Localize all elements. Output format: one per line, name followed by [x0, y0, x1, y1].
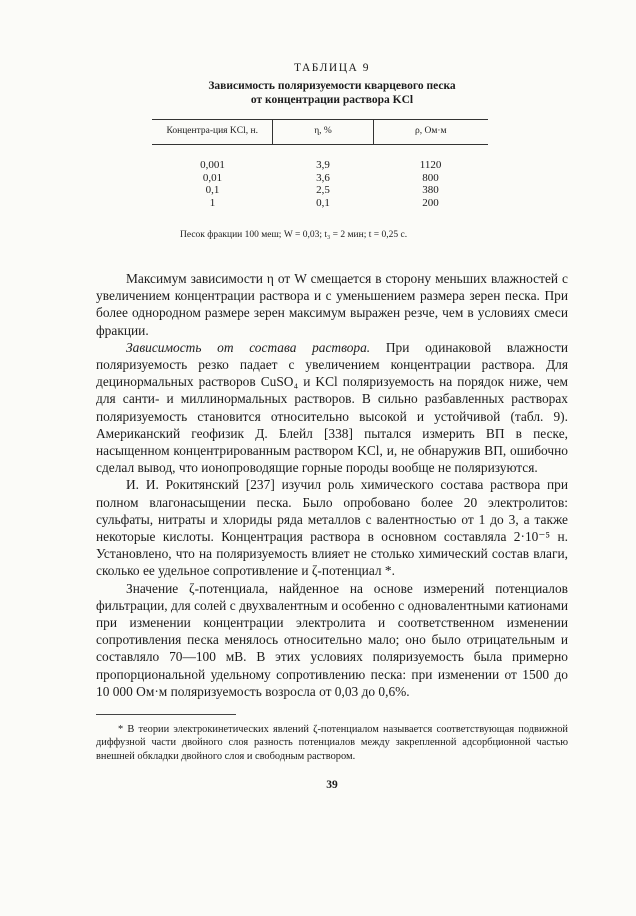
body-text [96, 270, 568, 700]
footnote-divider [96, 714, 236, 715]
cell-concentration: 0,1 [205, 184, 220, 196]
cell-resistivity: 200 [422, 196, 439, 209]
paragraph-2 [96, 339, 568, 477]
cell-resistivity: 800 [422, 171, 439, 184]
paragraph-4: Значение ζ-потенциала, найденное на основе измерений потенциалов фильтрации, для солей с двухвалентным и особенно с одновалентными катионами при изменении концентрации электролита и соответственном изменении сопротивления песка менялось относительно мало; оно было отрицательным и составляло 70—100 мВ. В этих условиях поляризуемость была примерно пропорциональной удельному сопротивлению песка: при изменении от 1500 до 10 000 Ом·м поляризуемость возросла от 0,03 до 0,6%. [96, 580, 568, 699]
table-row [152, 197, 488, 210]
cell-polarizability: 3,9 [316, 159, 330, 171]
paragraph-2-text: При одинаковой влажности поляризуемость резко падает с увеличением концентрации раствора. Для децинормальных растворов CuSO₄ и KCl поляризуемость на порядок ниже, чем для санти- и миллинормальных растворов. В сильно разбавленных растворах поляризуемость становится относительно высокой и устойчивой (табл. 9). Американский геофизик Д. Блейл [338] пытался измерить ВП в песке, насыщенном концентрированным раствором KCl, и, не обнаружив ВП, ошибочно сделал вывод, что ионопроводящие горные породы вообще не поляризуются. [96, 339, 568, 476]
cell-concentration: 0,01 [202, 171, 223, 184]
book-page [96, 62, 568, 791]
cell-polarizability: 3,6 [316, 171, 330, 184]
page-number: 39 [326, 779, 338, 792]
paragraph-1: Максимум зависимости η от W смещается в сторону меньших влажностей с увеличением концентрации раствора и с уменьшением размера зерен песка. При более однородном размере зерен максимум выражен резче, чем в условиях смеси фракции. [96, 271, 568, 338]
cell-concentration: 1 [209, 196, 216, 209]
cell-resistivity: 1120 [419, 159, 442, 171]
cell-polarizability: 0,1 [316, 196, 330, 209]
header-resistivity: ρ, Ом·м [373, 120, 488, 145]
cell-polarizability: 2,5 [316, 184, 330, 196]
table-header-row [152, 120, 488, 145]
table-caption-line-2: от концентрации раствора KCl [250, 94, 414, 106]
table-row [152, 184, 488, 197]
cell-resistivity: 380 [422, 184, 439, 196]
table-note: Песок фракции 100 меш; W = 0,03; t₃ = 2 мин; t = 0,25 с. [180, 230, 408, 240]
header-polarizability: η, % [273, 120, 373, 145]
table-row [152, 145, 488, 172]
table-row [152, 172, 488, 185]
data-table [152, 119, 488, 209]
cell-concentration: 0,001 [200, 159, 225, 171]
footnote: * В теории электрокинетических явлений ζ-потенциалом называется соответствующая подвижной диффузной части двойного слоя разность потенциалов между закрепленной адсорбционной частью внешней обкладки двойного слоя и свободным раствором. [96, 724, 568, 762]
paragraph-3: И. И. Рокитянский [237] изучил роль химического состава раствора при полном влагонасыщении песка. Было опробовано более 20 электролитов: сульфаты, нитраты и хлориды ряда металлов с валентностью от 1 до 3, а также некоторые кислоты. Концентрация раствора в основном составляла 2·10⁻⁵ н. Установлено, что на поляризуемость влияет не столько химический состав влаги, сколько ее удельное сопротивление и ζ-потенциал *. [96, 477, 568, 579]
table-caption [96, 79, 568, 107]
header-concentration: Концентра-ция KCl, н. [152, 120, 273, 145]
table-caption-line-1: Зависимость поляризуемости кварцевого песка [208, 80, 456, 92]
table-label: ТАБЛИЦА 9 [294, 62, 370, 74]
section-heading-inline: Зависимость от состава раствора. [126, 339, 371, 355]
